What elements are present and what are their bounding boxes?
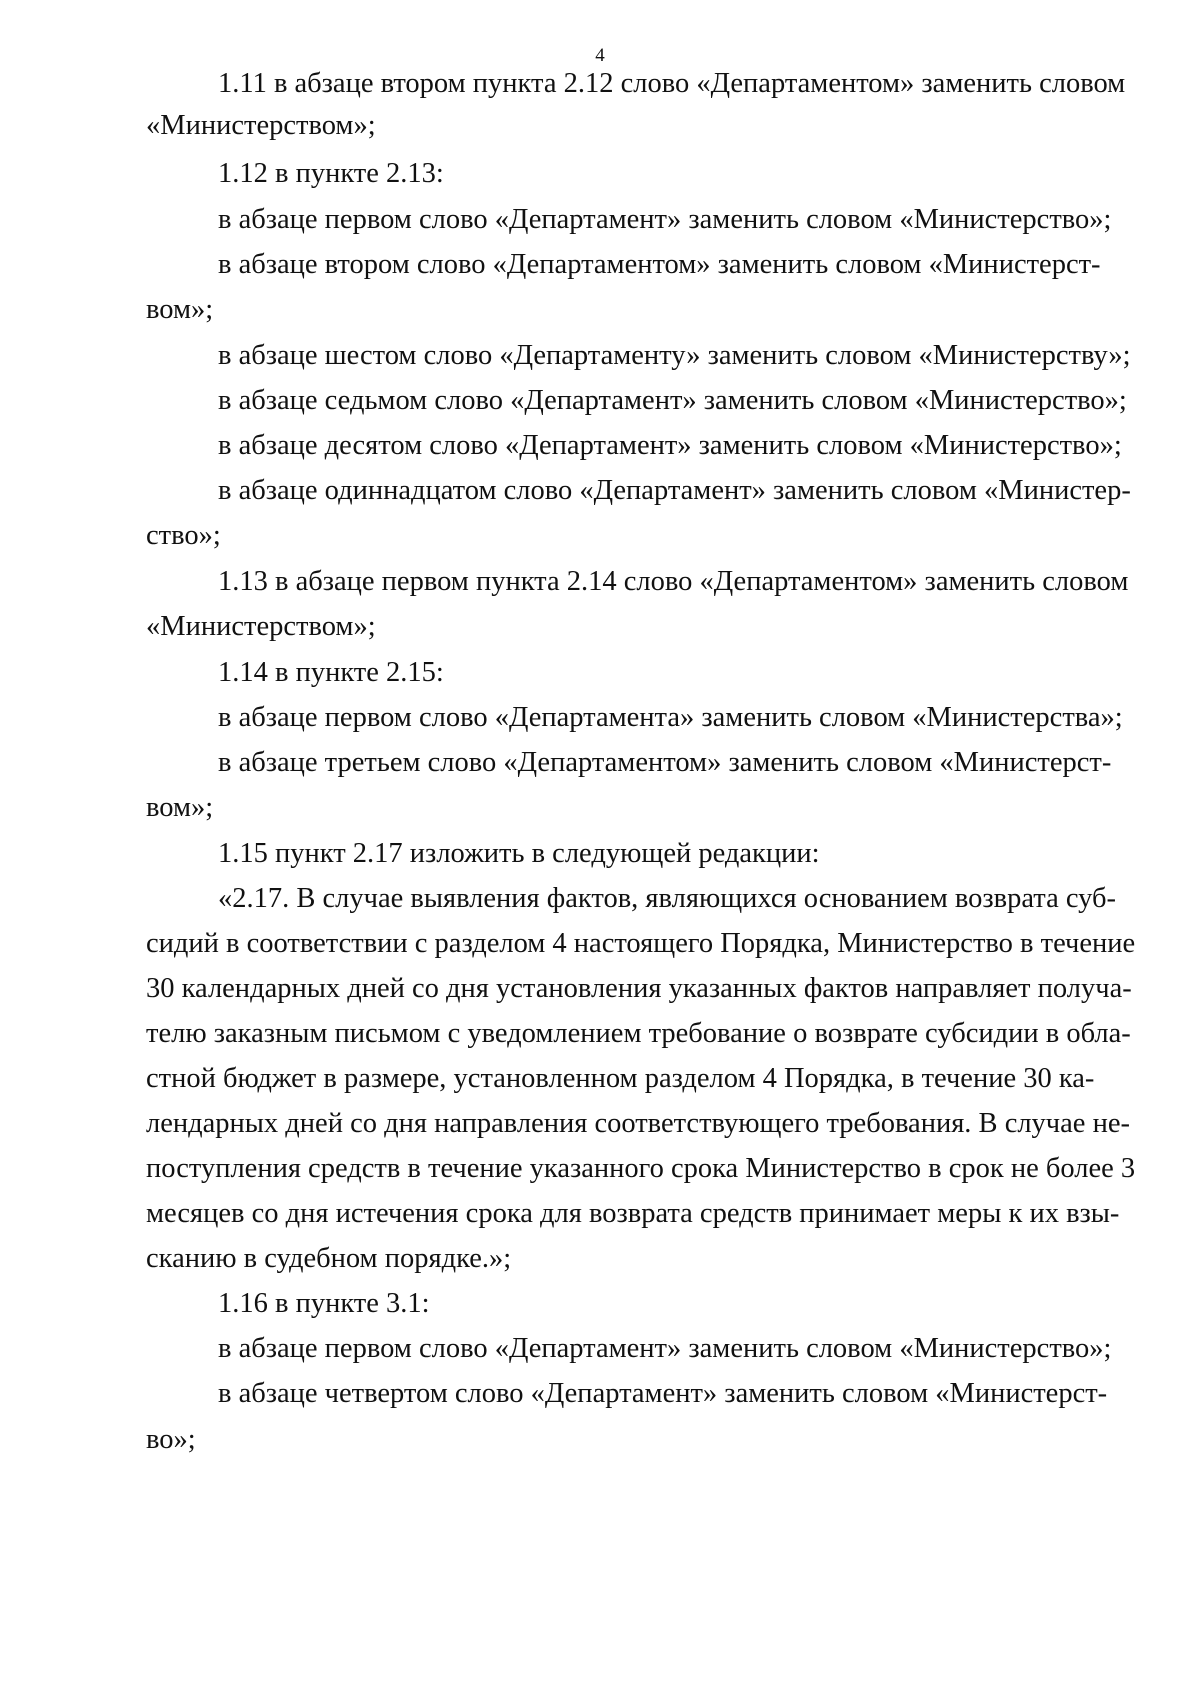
text-line: лендарных дней со дня направления соответствующего требования. В случае не- (146, 1108, 1130, 1139)
text-line: «Министерством»; (146, 611, 376, 642)
text-line: в абзаце шестом слово «Департаменту» заменить словом «Министерству»; (218, 340, 1131, 371)
text-line: стной бюджет в размере, установленном разделом 4 Порядка, в течение 30 ка- (146, 1063, 1095, 1094)
text-line: 1.11 в абзаце втором пункта 2.12 слово «Департаментом» заменить словом (218, 68, 1126, 99)
text-line: вом»; (146, 792, 214, 823)
text-line: 1.16 в пункте 3.1: (218, 1288, 430, 1319)
text-line: в абзаце втором слово «Департаментом» заменить словом «Министерст- (218, 249, 1101, 280)
text-line: в абзаце одиннадцатом слово «Департамент» заменить словом «Министер- (218, 475, 1131, 506)
text-line: 1.12 в пункте 2.13: (218, 158, 444, 189)
text-line: в абзаце седьмом слово «Департамент» заменить словом «Министерство»; (218, 385, 1127, 416)
text-line: в абзаце третьем слово «Департаментом» заменить словом «Министерст- (218, 747, 1112, 778)
text-line: 1.14 в пункте 2.15: (218, 657, 444, 688)
text-line: 1.15 пункт 2.17 изложить в следующей редакции: (218, 838, 820, 869)
text-line: телю заказным письмом с уведомлением требование о возврате субсидии в обла- (146, 1018, 1131, 1049)
text-line: «Министерством»; (146, 110, 376, 141)
page-number: 4 (595, 45, 605, 66)
text-line: «2.17. В случае выявления фактов, являющихся основанием возврата суб- (218, 883, 1117, 914)
text-line: вом»; (146, 294, 214, 325)
text-line: в абзаце первом слово «Департамент» заменить словом «Министерство»; (218, 1333, 1112, 1364)
text-line: сидий в соответствии с разделом 4 настоящего Порядка, Министерство в течение (146, 928, 1136, 959)
text-line: во»; (146, 1424, 196, 1455)
text-line: месяцев со дня истечения срока для возврата средств принимает меры к их взы- (146, 1198, 1120, 1229)
text-line: сканию в судебном порядке.»; (146, 1243, 512, 1274)
text-line: ство»; (146, 520, 221, 551)
text-line: поступления средств в течение указанного срока Министерство в срок не более 3 (146, 1153, 1136, 1184)
text-line: в абзаце первом слово «Департамента» заменить словом «Министерства»; (218, 702, 1123, 733)
text-line: 1.13 в абзаце первом пункта 2.14 слово «Департаментом» заменить словом (218, 566, 1129, 597)
text-line: 30 календарных дней со дня установления указанных фактов направляет получа- (146, 973, 1132, 1004)
text-line: в абзаце десятом слово «Департамент» заменить словом «Министерство»; (218, 430, 1122, 461)
text-line: в абзаце первом слово «Департамент» заменить словом «Министерство»; (218, 204, 1112, 235)
text-line: в абзаце четвертом слово «Департамент» заменить словом «Министерст- (218, 1378, 1108, 1409)
